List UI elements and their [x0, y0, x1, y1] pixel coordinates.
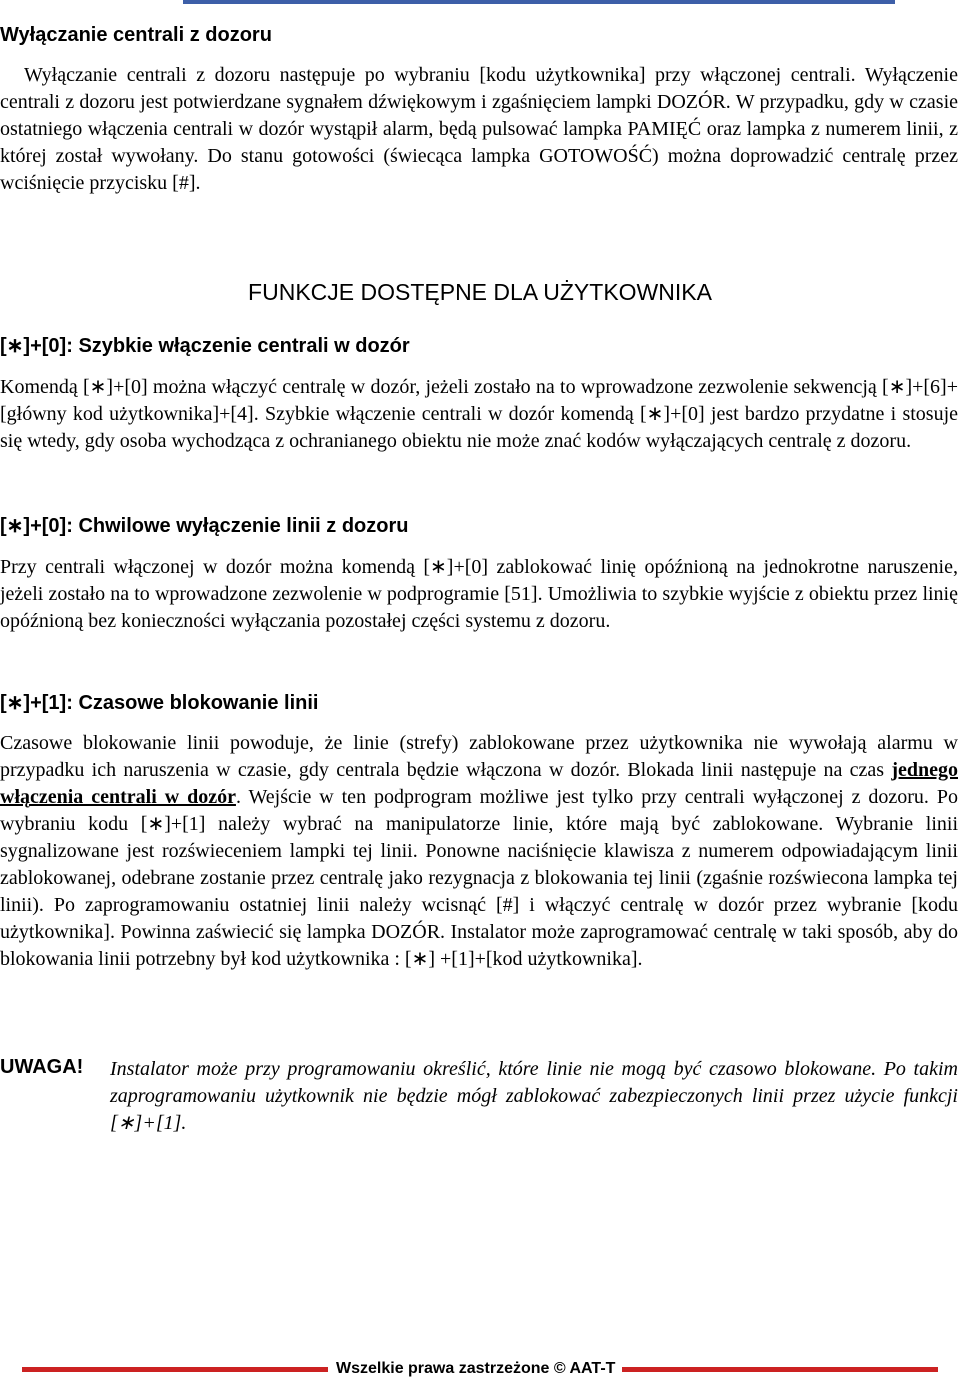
function-title-2: Chwilowe wyłączenie linii z dozoru	[78, 515, 409, 537]
functions-title	[0, 279, 960, 306]
function-code-2: [∗]+[0]:	[0, 515, 73, 537]
footer-rule-left	[22, 1367, 328, 1372]
function-body-3	[0, 730, 958, 973]
function-heading-3	[0, 690, 319, 715]
function-heading-2	[0, 513, 409, 538]
function-body-1: Komendą [∗]+[0] można włączyć centralę w dozór, jeżeli zostało na to wprowadzone zezwolenie sekwencją [∗]+[6]+[główny kod użytkownika]+[4]. Szybkie włączenie centrali w dozór komendą [∗]+[0] jest bardzo przydatne i stosuje się wtedy, gdy osoba wychodząca z ochranianego obiektu nie może znać kodów wyłączających centralę z dozoru.	[0, 376, 958, 452]
functions-title-text: FUNKCJE DOSTĘPNE DLA UŻYTKOWNIKA	[248, 279, 712, 305]
section-heading: Wyłączanie centrali z dozoru	[0, 24, 272, 46]
function-code-1: [∗]+[0]:	[0, 335, 73, 357]
function-code-3: [∗]+[1]:	[0, 692, 73, 714]
footer-copyright: Wszelkie prawa zastrzeżone © AAT-T	[336, 1360, 616, 1377]
warning-label: UWAGA!	[0, 1056, 84, 1078]
function-body-3-part-1: Czasowe blokowanie linii powoduje, że linie (strefy) zablokowane przez użytkownika nie wywołają alarmu w przypadku ich naruszenia w czasie, gdy centrala będzie włączona w dozór. Blokada linii następuje na czas	[0, 732, 958, 781]
intro-paragraph: Wyłączanie centrali z dozoru następuje po wybraniu [kodu użytkownika] przy włączonej centrali. Wyłączenie centrali z dozoru jest potwierdzane sygnałem dźwiękowym i zgaśnięciem lampki DOZÓR. W przypadku, gdy w czasie ostatniego włączenia centrali w dozór wystąpił alarm, będą pulsować lampka PAMIĘĆ oraz lampka z numerem linii, z której został wywołany. Do stanu gotowości (świecąca lampka GOTOWOŚĆ) można doprowadzić centralę przez wciśnięcie przycisku [#].	[0, 64, 958, 194]
function-title-1: Szybkie włączenie centrali w dozór	[78, 335, 410, 357]
warning-text: Instalator może przy programowaniu określić, które linie nie mogą być czasowo blokowane. Po takim zaprogramowaniu użytkownik nie będzie mógł zablokować zabezpieczonych linii przez użycie funkcji [∗]+[1].	[110, 1058, 958, 1134]
function-title-3: Czasowe blokowanie linii	[78, 692, 319, 714]
top-rule	[183, 0, 895, 4]
footer-rule-right	[622, 1367, 938, 1372]
function-heading-1	[0, 333, 410, 358]
function-body-3-emphasis: jednego włączenia centrali w dozór	[0, 759, 958, 808]
function-body-2: Przy centrali włączonej w dozór można komendą [∗]+[0] zablokować linię opóźnioną na jednokrotne naruszenie, jeżeli zostało na to wprowadzone zezwolenie w podprogramie [51]. Umożliwia to szybkie wyjście z obiektu przez linię opóźnioną bez konieczności wyłączania pozostałej części systemu z dozoru.	[0, 556, 958, 632]
function-body-3-part-2: . Wejście w ten podprogram możliwe jest tylko przy centrali wyłączonej z dozoru. Po wybraniu kodu [∗]+[1] należy wybrać na manipulatorze linie, które mają być zablokowane. Wybranie linii sygnalizowane jest rozświeceniem lampki tej linii. Ponowne naciśnięcie klawisza z numerem odpowiadającym linii zablokowanej, odebrane zostanie przez centralę jako rezygnacja z blokowania tej linii (zgaśnie rozświecona lampka tej linii). Po zaprogramowaniu ostatniej linii należy wcisnąć [#] i włączyć centralę w dozór przez wybranie [kodu użytkownika]. Powinna zaświecić się lampka DOZÓR. Instalator może zaprogramować centralę w taki sposób, aby do blokowania linii potrzebny był kod użytkownika : [∗] +[1]+[kod użytkownika].	[0, 786, 958, 970]
